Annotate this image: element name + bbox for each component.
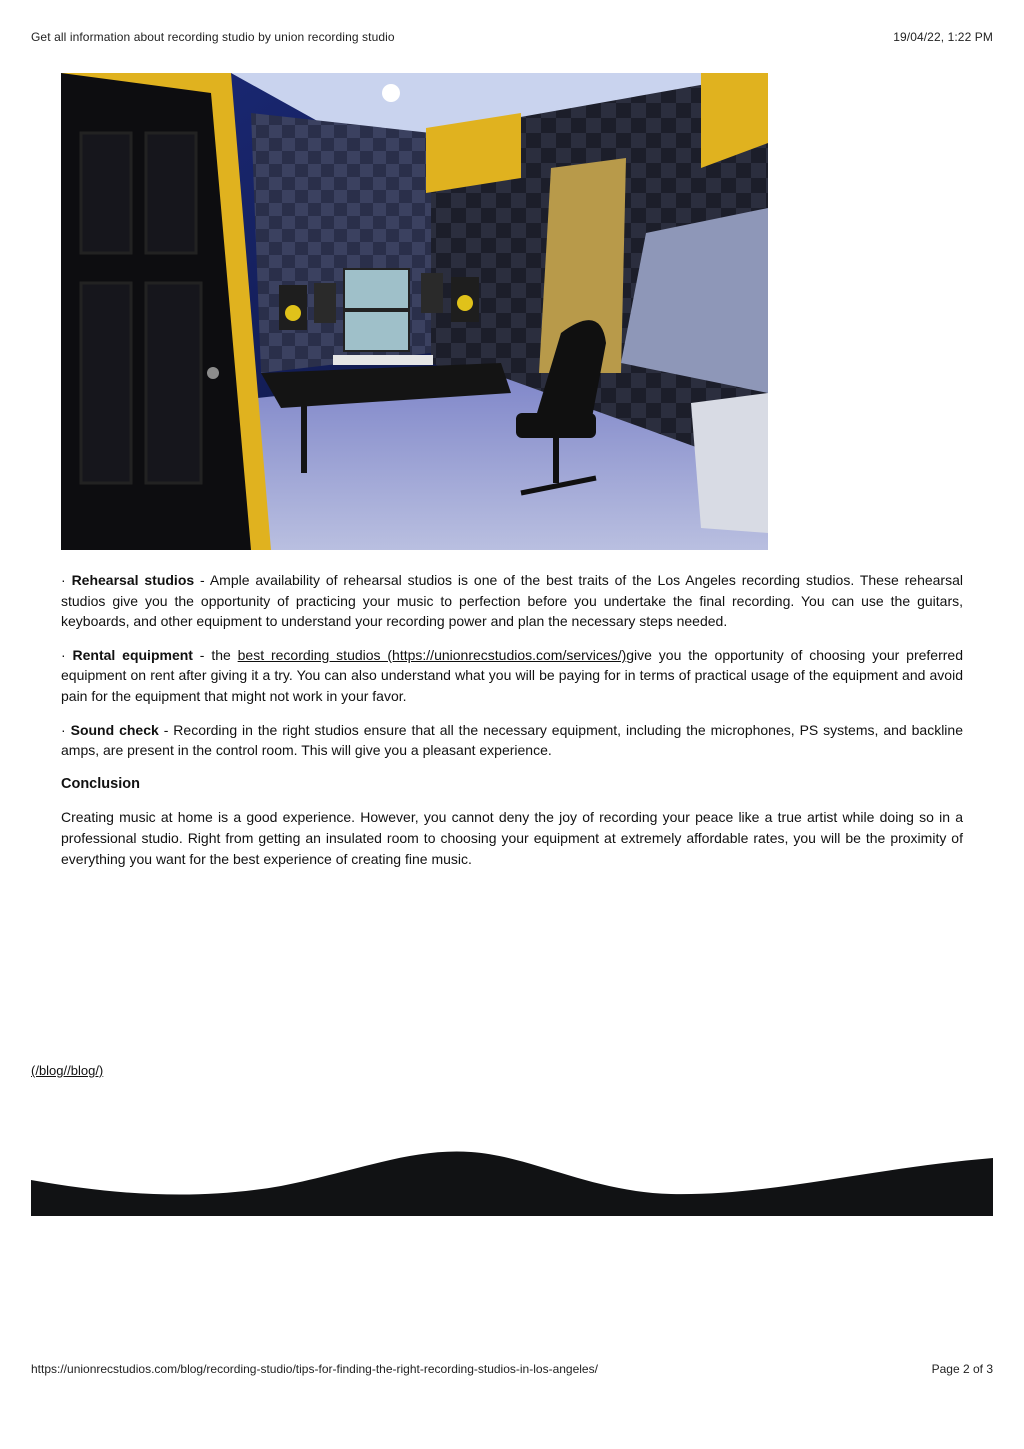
list-item-soundcheck: · Sound check - Recording in the right studios ensure that all the necessary equipment, including the microphones, PS systems, and backline amps, are present in the control room. This will give you a pleasant experience. — [61, 721, 963, 759]
article-body — [61, 570, 963, 882]
print-footer-url: https://unionrecstudios.com/blog/recording-studio/tips-for-finding-the-right-recording-studios-in-los-angeles/ — [31, 1362, 598, 1376]
item-term: Sound check — [70, 721, 159, 738]
blog-link[interactable]: (/blog//blog/) — [31, 1063, 104, 1078]
list-item-rehearsal: · Rehearsal studios - Ample availability of rehearsal studios is one of the best traits of the Los Angeles recording studios. These rehearsal studios give you the opportunity of practicing your music to perfection before you undertake the final recording. You can use the guitars, keyboards, and other equipment to understand your recording power and plan the necessary steps needed. — [61, 572, 963, 630]
wave-divider — [31, 1148, 993, 1216]
print-footer-page: Page 2 of 3 — [931, 1362, 993, 1376]
print-header-title: Get all information about recording studio by union recording studio — [31, 30, 395, 44]
list-item-rental: · Rental equipment - the best recording studios (https://unionrecstudios.com/services/)give you the opportunity of choosing your preferred equipment on rent after giving it a try. You can also understand what you will be paying for in terms of practical usage of the equipment and avoid pain for the equipment that might not work in your favor. — [61, 646, 963, 704]
item-term: Rental equipment — [72, 646, 193, 663]
item-text: - Recording in the right studios ensure that all the necessary equipment, including the microphones, PS systems, and backline amps, are present in the control room. This will give you a pleasant experience. — [61, 721, 963, 759]
item-text: - Ample availability of rehearsal studios is one of the best traits of the Los Angeles recording studios. These rehearsal studios give you the opportunity of practicing your music to perfection before you undertake the final recording. You can use the guitars, keyboards, and other equipment to understand your recording power and plan the necessary steps needed. — [61, 572, 963, 630]
item-text: - the — [192, 646, 238, 663]
item-text: give you the opportunity of choosing your preferred equipment on rent after giving it a try. You can also understand what you will be paying for in terms of practical usage of the equipment and avoid pain for the equipment that might not work in your favor. — [61, 646, 963, 704]
recording-studio-photo — [61, 73, 768, 550]
item-term: Rehearsal studios — [71, 572, 195, 588]
print-header-datetime: 19/04/22, 1:22 PM — [893, 30, 993, 44]
services-link[interactable]: best recording studios (https://unionrecstudios.com/services/) — [237, 646, 627, 663]
conclusion-text: Creating music at home is a good experience. However, you cannot deny the joy of recording your peace like a true artist while doing so in a professional studio. Right from getting an insulated room to choosing your equipment at extremely affordable rates, you will be the proximity of everything you want for the best experience of creating fine music. — [61, 809, 963, 867]
conclusion-heading: Conclusion — [61, 775, 140, 792]
